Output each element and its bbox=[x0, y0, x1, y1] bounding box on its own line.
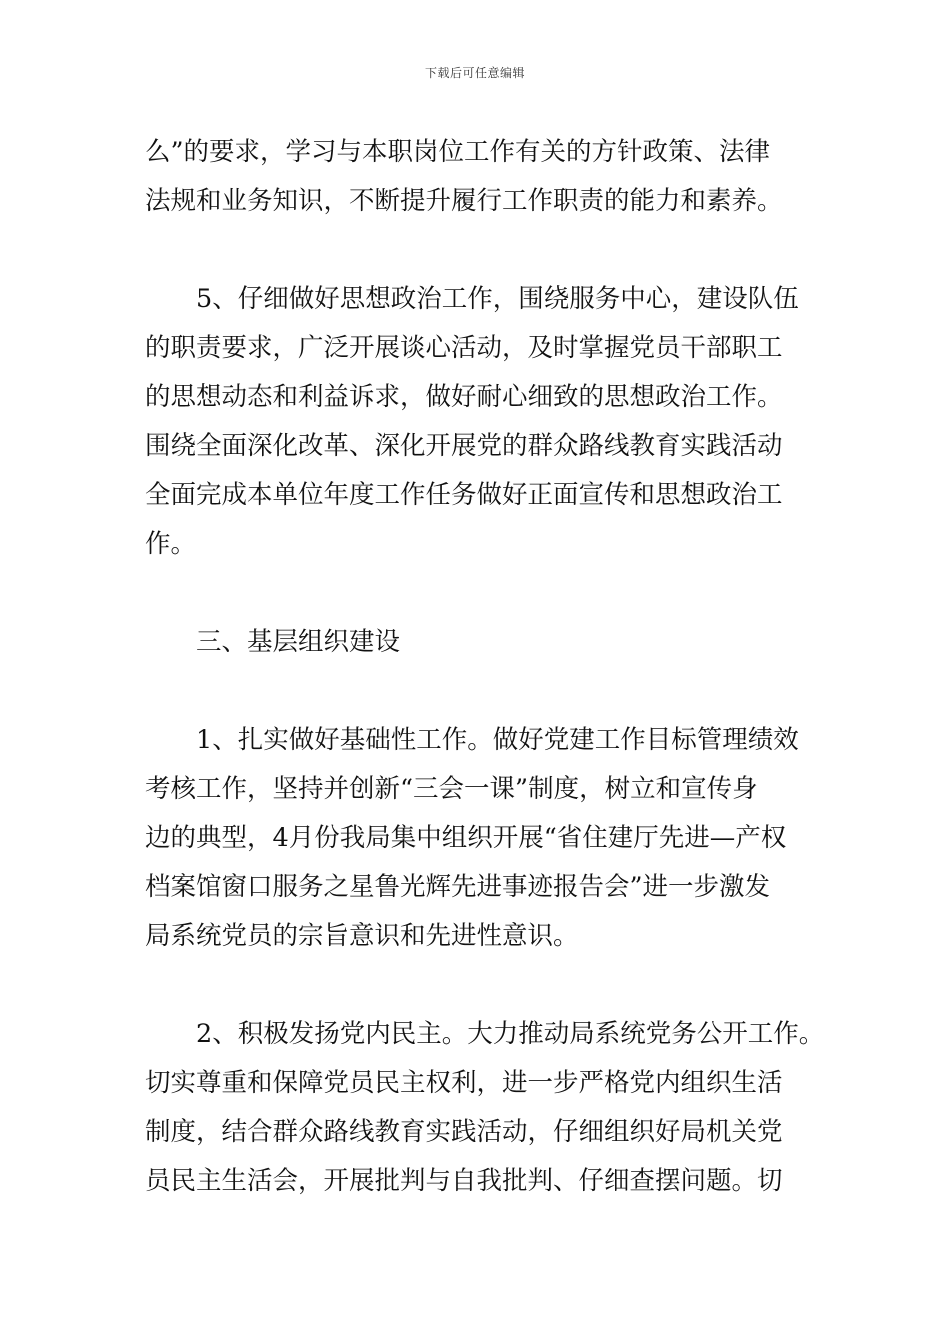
text-line: 的职责要求，广泛开展谈心活动，及时掌握党员干部职工 bbox=[145, 333, 783, 363]
text-line: 考核工作，坚持并创新“三会一课”制度，树立和宣传身 bbox=[145, 774, 758, 804]
page-header: 下载后可任意编辑 bbox=[424, 66, 525, 80]
heading-line: 三、基层组织建设 bbox=[196, 627, 401, 657]
text-line: 2、积极发扬党内民主。大力推动局系统党务公开工作。 bbox=[196, 1019, 825, 1049]
document-body bbox=[145, 128, 825, 1206]
text-line: 1、扎实做好基础性工作。做好党建工作目标管理绩效 bbox=[196, 725, 799, 755]
paragraph-item-5 bbox=[145, 275, 825, 569]
text-line: 切实尊重和保障党员民主权利，进一步严格党内组织生活 bbox=[145, 1068, 783, 1098]
text-line: 边的典型，4月份我局集中组织开展“省住建厅先进—产权 bbox=[145, 823, 787, 853]
text-line: 作。 bbox=[145, 529, 197, 559]
section-heading bbox=[145, 618, 825, 667]
text-line: 围绕全面深化改革、深化开展党的群众路线教育实践活动 bbox=[145, 431, 783, 461]
text-line: 员民主生活会，开展批判与自我批判、仔细查摆问题。切 bbox=[145, 1166, 783, 1196]
text-line: 么”的要求，学习与本职岗位工作有关的方针政策、法律 bbox=[145, 137, 771, 167]
text-line: 5、仔细做好思想政治工作，围绕服务中心，建设队伍 bbox=[196, 284, 799, 314]
text-line: 档案馆窗口服务之星鲁光辉先进事迹报告会”进一步激发 bbox=[145, 872, 771, 902]
text-line: 局系统党员的宗旨意识和先进性意识。 bbox=[145, 921, 579, 951]
paragraph-item-1 bbox=[145, 716, 825, 961]
text-line: 的思想动态和利益诉求，做好耐心细致的思想政治工作。 bbox=[145, 382, 783, 412]
text-line: 全面完成本单位年度工作任务做好正面宣传和思想政治工 bbox=[145, 480, 783, 510]
paragraph-item-2 bbox=[145, 1010, 825, 1206]
text-line: 法规和业务知识，不断提升履行工作职责的能力和素养。 bbox=[145, 186, 783, 216]
text-line: 制度，结合群众路线教育实践活动，仔细组织好局机关党 bbox=[145, 1117, 783, 1147]
paragraph-continuation bbox=[145, 128, 825, 226]
